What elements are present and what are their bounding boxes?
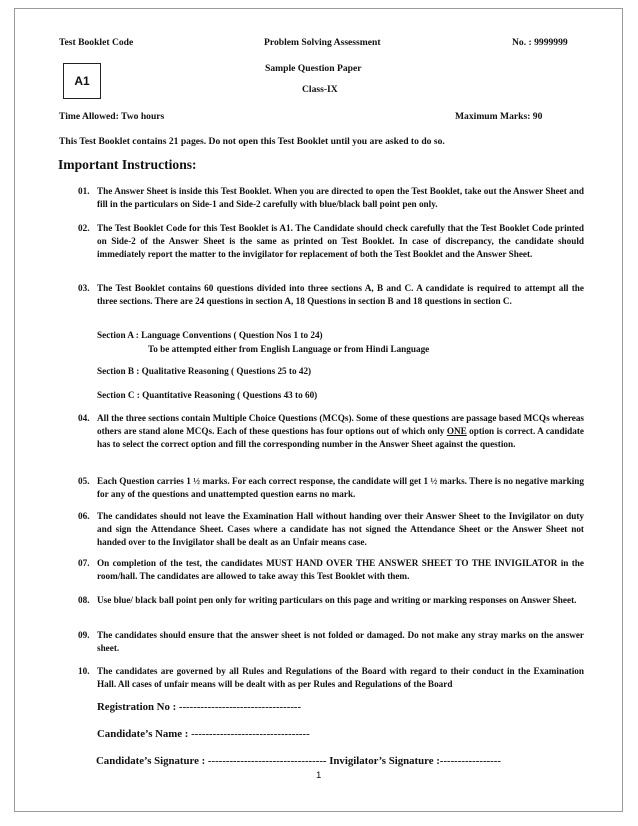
instruction-item bbox=[78, 222, 584, 261]
section-a-note: To be attempted either from English Language or from Hindi Language bbox=[148, 344, 430, 354]
instruction-text: The Answer Sheet is inside this Test Booklet. When you are directed to open the Test Booklet, take out the Answer Sheet and fill in the particulars on Side-1 and Side-2 carefully with blue/black ball point pen only. bbox=[97, 186, 584, 209]
instruction-text: The Test Booklet Code for this Test Booklet is A1. The Candidate should check carefully that the Test Booklet Code printed on Side-2 of the Answer Sheet is the same as printed on Test Booklet. In case of discrepancy, the candidate should immediately report the matter to the invigilator for replacement of both the Test Booklet and the Answer Sheet. bbox=[97, 223, 584, 259]
registration-field: Registration No : ---------------------------------- bbox=[97, 701, 302, 713]
signature-field: Candidate’s Signature : --------------------------------- Invigilator’s Signature :----------------- bbox=[96, 755, 501, 767]
section-b-label: Section B : Qualitative Reasoning ( Questions 25 to 42) bbox=[97, 366, 312, 376]
instruction-item bbox=[78, 412, 584, 451]
instruction-item bbox=[78, 665, 584, 691]
instruction-item bbox=[78, 475, 584, 501]
instruction-text: Use blue/ black ball point pen only for writing particulars on this page and writing or marking responses on Answer Sheet. bbox=[97, 595, 577, 605]
instruction-text: The candidates should not leave the Examination Hall without handing over their Answer Sheet to the Invigilator on duty and sign the Attendance Sheet. Cases where a candidate has not signed the Attendance Sheet or the Answer Sheet not handed over to the Invigilator shall be dealt as an Unfair means case. bbox=[97, 511, 584, 547]
instruction-item bbox=[78, 282, 584, 308]
booklet-code-label: Test Booklet Code bbox=[59, 37, 134, 48]
instruction-number: 05. bbox=[78, 476, 90, 486]
instruction-item bbox=[78, 629, 584, 655]
instruction-item bbox=[78, 594, 584, 607]
instruction-item bbox=[78, 510, 584, 549]
class-label: Class-IX bbox=[302, 84, 338, 95]
instruction-text: The candidates should ensure that the answer sheet is not folded or damaged. Do not make any stray marks on the answer sheet. bbox=[97, 630, 584, 653]
maximum-marks: Maximum Marks: 90 bbox=[455, 111, 543, 122]
booklet-number: No. : 9999999 bbox=[512, 37, 568, 48]
instruction-number: 10. bbox=[78, 666, 90, 676]
instructions-heading: Important Instructions: bbox=[58, 157, 197, 172]
instruction-number: 03. bbox=[78, 283, 90, 293]
document-page bbox=[14, 8, 623, 812]
assessment-title: Problem Solving Assessment bbox=[264, 37, 381, 48]
instruction-number: 04. bbox=[78, 413, 90, 423]
instruction-text: The candidates are governed by all Rules and Regulations of the Board with regard to their conduct in the Examination Hall. All cases of unfair means will be dealt with as per Rules and Regulations of the Board bbox=[97, 666, 584, 689]
instruction-number: 01. bbox=[78, 186, 90, 196]
instruction-item bbox=[78, 557, 584, 583]
page-notice: This Test Booklet contains 21 pages. Do not open this Test Booklet until you are asked to do so. bbox=[59, 136, 445, 147]
instruction-number: 06. bbox=[78, 511, 90, 521]
instruction-text: On completion of the test, the candidates MUST HAND OVER THE ANSWER SHEET TO THE INVIGILATOR in the room/hall. The candidates are allowed to take away this Test Booklet with them. bbox=[97, 558, 584, 581]
instruction-text: The Test Booklet contains 60 questions divided into three sections A, B and C. A candidate is required to attempt all the three sections. There are 24 questions in section A, 18 Questions in section B and 18 questions in section C. bbox=[97, 283, 584, 306]
instruction-text: Each Question carries 1 ½ marks. For each correct response, the candidate will get 1 ½ marks. There is no negative marking for any of the questions and unattempted question earns no mark. bbox=[97, 476, 584, 499]
instruction-number: 02. bbox=[78, 223, 90, 233]
booklet-code-box: A1 bbox=[63, 63, 101, 99]
instruction-number: 08. bbox=[78, 595, 90, 605]
instruction-text: All the three sections contain Multiple Choice Questions (MCQs). Some of these questions are passage based MCQs whereas others are stand alone MCQs. Each of these questions has four options out of which only ONE option is correct. A candidate has to select the correct option and fill the corresponding number in the Answer Sheet against the question. bbox=[97, 413, 584, 449]
instruction-number: 09. bbox=[78, 630, 90, 640]
time-allowed: Time Allowed: Two hours bbox=[59, 111, 165, 122]
emphasis-one: ONE bbox=[446, 425, 467, 436]
paper-type: Sample Question Paper bbox=[265, 63, 362, 74]
section-c-label: Section C : Quantitative Reasoning ( Questions 43 to 60) bbox=[97, 390, 318, 400]
instruction-number: 07. bbox=[78, 558, 90, 568]
candidate-name-field: Candidate’s Name : --------------------------------- bbox=[97, 728, 310, 740]
section-a-label: Section A : Language Conventions ( Question Nos 1 to 24) bbox=[97, 330, 323, 340]
page-number: 1 bbox=[316, 770, 322, 781]
instruction-item bbox=[78, 185, 584, 211]
